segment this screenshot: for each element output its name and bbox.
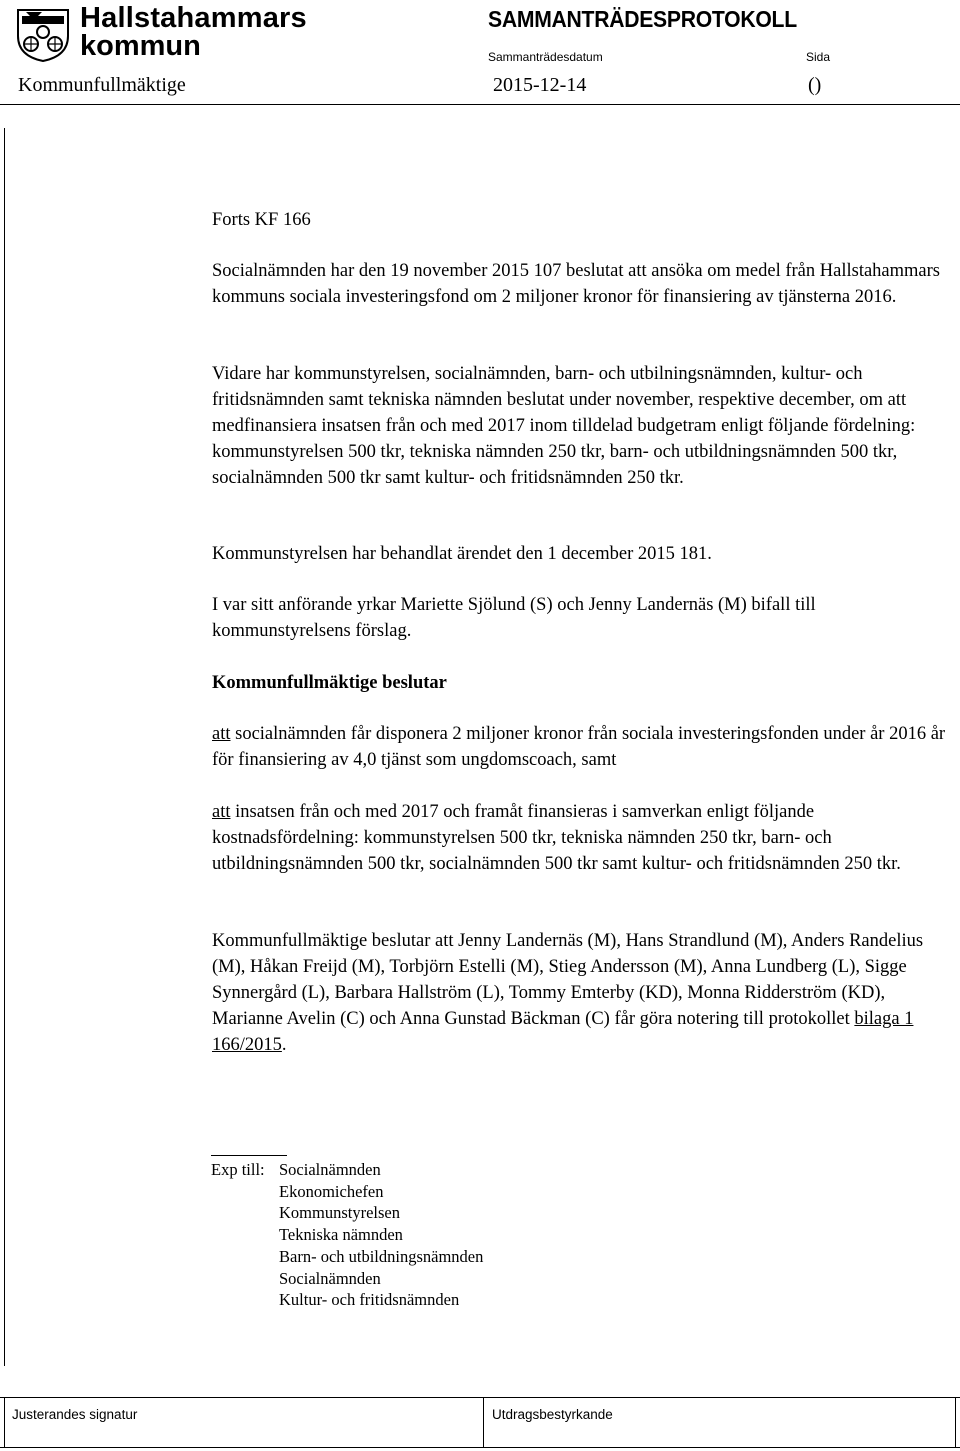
exp-label: Exp till:	[211, 1160, 265, 1179]
section-heading: Forts KF 166	[212, 210, 311, 230]
footer-divider	[4, 1397, 5, 1447]
decision-1	[212, 721, 952, 773]
list-item: Ekonomichefen	[279, 1181, 384, 1201]
paragraph-4: I var sitt anförande yrkar Mariette Sjölund (S) och Jenny Landernäs (M) bifall till kommunstyrelsens förslag.	[212, 595, 816, 641]
paragraph-5-end: .	[281, 1035, 287, 1055]
paragraph-2: Vidare har kommunstyrelsen, socialnämnden, barn- och utbilningsnämnden, kultur- och fritidsnämnden samt tekniska nämnden beslutat under november, respektive december, om att medfinansiera insatsen från och med 2017 inom tilldelad budgetram enligt följande fördelning: kommunstyrelsen 500 tkr, tekniska nämnden 250 tkr, barn- och utbildningsnämnden 500 tkr, socialnämnden 500 tkr samt kultur- och fritidsnämnden 250 tkr.	[212, 364, 916, 488]
decision-2	[212, 799, 952, 877]
decision-2-text: insatsen från och med 2017 och framåt finansieras i samverkan enligt följande kostnadsfördelning: kommunstyrelsen 500 tkr, tekniska nämnden 250 tkr, barn- och utbildningsnämnden 500 tkr, socialnämnden 500 tkr samt kultur- och fritidsnämnden 250 tkr.	[212, 802, 901, 874]
extract-box-label: Utdragsbestyrkande	[492, 1407, 613, 1422]
page-label: Sida	[806, 50, 831, 64]
organ-name: Kommunfullmäktige	[18, 74, 186, 96]
att-keyword: att	[212, 724, 231, 744]
footer-divider	[955, 1397, 956, 1447]
att-keyword: att	[212, 802, 231, 822]
exp-divider	[211, 1155, 287, 1156]
footer-divider	[483, 1397, 484, 1447]
paragraph-3: Kommunstyrelsen har behandlat ärendet den 1 december 2015 181.	[212, 544, 712, 564]
coat-of-arms-icon	[14, 6, 74, 62]
list-item: Socialnämnden	[279, 1160, 381, 1179]
date-label: Sammanträdesdatum	[488, 50, 603, 64]
exp-list	[279, 1159, 483, 1311]
margin-line	[4, 128, 5, 1366]
footer-bottom-border	[0, 1447, 960, 1448]
document-title: SAMMANTRÄDESPROTOKOLL	[488, 6, 797, 32]
list-item: Socialnämnden	[279, 1268, 381, 1288]
list-item: Barn- och utbildningsnämnden	[279, 1246, 484, 1266]
logo-name-line1: Hallstahammars	[80, 2, 307, 34]
header-divider	[0, 104, 960, 105]
decision-heading: Kommunfullmäktige beslutar	[212, 673, 447, 693]
list-item: Kultur- och fritidsnämnden	[279, 1290, 460, 1310]
list-item: Tekniska nämnden	[279, 1225, 403, 1245]
paragraph-5	[212, 928, 952, 1058]
paragraph-5-text: Kommunfullmäktige beslutar att Jenny Landernäs (M), Hans Strandlund (M), Anders Randelius (M), Håkan Freijd (M), Torbjörn Estelli (M), Stieg Andersson (M), Anna Lundberg (L), Sigge Synnergård (L), Barbara Hallström (L), Tommy Emterby (KD), Monna Ridderström (KD), Marianne Avelin (C) och Anna Gunstad Bäckman (C) får göra notering till protokollet	[212, 931, 924, 1029]
decision-1-text: socialnämnden får disponera 2 miljoner kronor från sociala investeringsfonden under år 2016 år för finansiering av 4,0 tjänst som ungdomscoach, samt	[212, 724, 946, 770]
meeting-date: 2015-12-14	[493, 74, 587, 96]
paragraph-1: Socialnämnden har den 19 november 2015 107 beslutat att ansöka om medel från Hallstahammars kommuns sociala investeringsfond om 2 miljoner kronor för finansiering av tjänsterna 2016.	[212, 261, 940, 307]
attachment-reference: bilaga 1 166/2015	[212, 1009, 914, 1055]
list-item: Kommunstyrelsen	[279, 1203, 400, 1223]
signature-box-label: Justerandes signatur	[12, 1407, 138, 1422]
logo-name-line2: kommun	[80, 30, 201, 62]
footer-top-border	[0, 1397, 960, 1398]
page-number: ()	[808, 74, 822, 96]
